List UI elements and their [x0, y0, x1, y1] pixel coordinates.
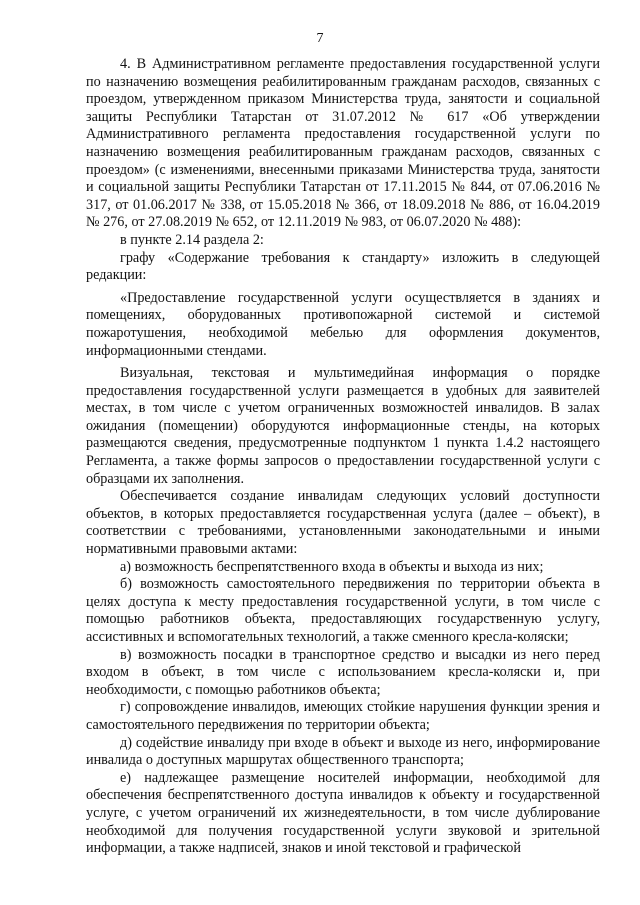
page-number: 7	[316, 31, 324, 46]
document-body	[86, 56, 600, 858]
paragraph-column-instruction: графу «Содержание требования к стандарту» изложить в следующей редакции:	[86, 249, 600, 284]
list-item-v: в) возможность посадки в транспортное средство и высадки из него перед входом в объект, в том числе с использованием кресла-коляски и, при необходимости, с помощью работников объекта;	[86, 646, 600, 698]
list-item-b: б) возможность самостоятельного передвижения по территории объекта в целях доступа к месту предоставления государственной услуги, в том числе с помощью работников объекта, предоставляющих государственную услугу, ассистивных и вспомогательных технологий, а также сменного кресла-коляски;	[86, 576, 600, 645]
paragraph-premises-equipment: «Предоставление государственной услуги осуществляется в зданиях и помещениях, оборудованных противопожарной системой и системой пожаротушения, необходимой мебелью для оформления документов, информационными стендами.	[86, 289, 600, 359]
list-item-e: е) надлежащее размещение носителей информации, необходимой для обеспечения беспрепятственного доступа инвалидов к объекту и государственной услуге, с учетом ограничений их жизнедеятельности, в том числе дублирование необходимой для получения государственной услуги звуковой и зрительной информации, а также надписей, знаков и иной текстовой и графической	[86, 769, 600, 857]
paragraph-information-placement: Визуальная, текстовая и мультимедийная информация о порядке предоставления государственной услуги размещается в удобных для заявителей местах, в том числе с учетом ограниченных возможностей инвалидов. В залах ожидания (помещении) оборудуются информационные стенды, на которых размещаются сведения, предусмотренные подпунктом 1 пункта 1.4.2 настоящего Регламента, а также формы запросов о предоставлении государственной услуги с образцами их заполнения.	[86, 365, 600, 487]
paragraph-clause-reference: в пункте 2.14 раздела 2:	[120, 231, 264, 248]
list-item-a: а) возможность беспрепятственного входа в объекты и выхода из них;	[120, 558, 544, 575]
paragraph-accessibility-conditions: Обеспечивается создание инвалидам следующих условий доступности объектов, в которых предоставляется государственная услуга (далее – объект), в соответствии с требованиями, установленными законодательными и иными нормативными правовыми актами:	[86, 488, 600, 558]
list-item-g: г) сопровождение инвалидов, имеющих стойкие нарушения функции зрения и самостоятельного передвижения по территории объекта;	[86, 699, 600, 733]
paragraph-amendment-intro: 4. В Административном регламенте предоставления государственной услуги по назначению возмещения реабилитированным гражданам расходов, связанных с проездом, утвержденном приказом Министерства труда, занятости и социальной защиты Республики Татарстан от 31.07.2012 № 617 «Об утверждении Административного регламента предоставления государственной услуги по назначению возмещения реабилитированным гражданам расходов, связанных с проездом» (с изменениями, внесенными приказами Министерства труда, занятости и социальной защиты Республики Татарстан от 17.11.2015 № 844, от 07.06.2016 № 317, от 01.06.2017 № 338, от 15.05.2018 № 366, от 18.09.2018 № 886, от 16.04.2019 № 276, от 27.08.2019 № 652, от 12.11.2019 № 983, от 06.07.2020 № 488):	[86, 56, 600, 231]
list-item-d: д) содействие инвалиду при входе в объект и выходе из него, информирование инвалида о доступных маршрутах общественного транспорта;	[86, 734, 600, 769]
